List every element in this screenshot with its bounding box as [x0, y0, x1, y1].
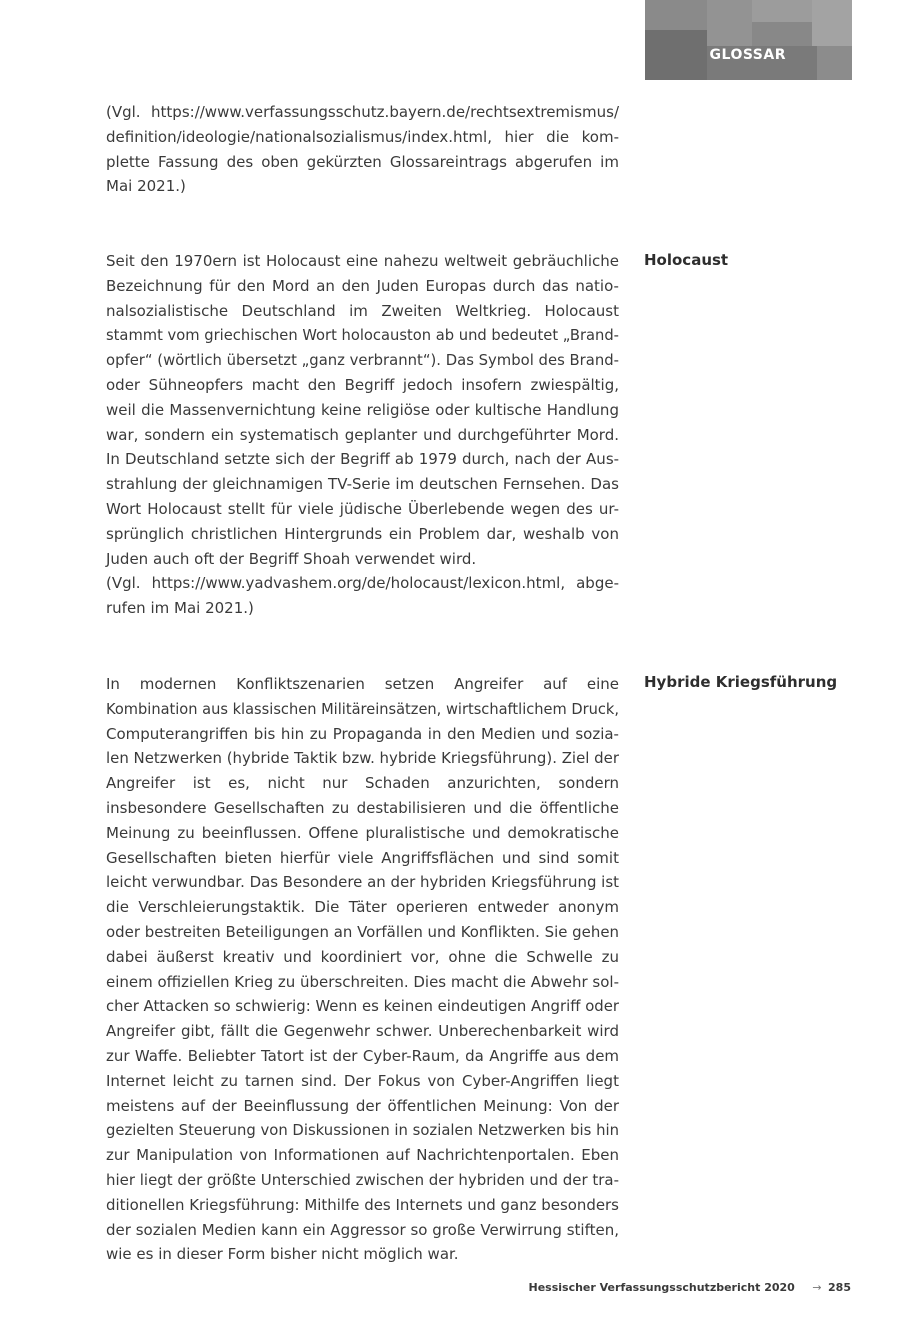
text-line: oder Sühneopfers macht den Begriff jedoch insofern zwiespältig,: [106, 375, 620, 394]
text-line: stammt vom griechischen Wort holocauston ab und bedeutet „Brand-: [106, 326, 619, 345]
text-line: (Vgl. https://www.yadvashem.org/de/holocaust/lexicon.html, abge-: [106, 574, 619, 593]
holocaust-definition: [106, 249, 619, 621]
text-line: weil die Massenvernichtung keine religiöse oder kultische Handlung: [106, 400, 619, 419]
text-line: wie es in dieser Form bisher nicht möglich war.: [106, 1245, 459, 1264]
text-line: leicht verwundbar. Das Besondere an der hybriden Kriegsführung ist: [106, 873, 619, 892]
text-line: Seit den 1970ern ist Holocaust eine nahezu weltweit gebräuchliche: [106, 252, 619, 270]
decor-tile: [817, 46, 852, 80]
text-line: war, sondern ein systematisch geplanter und durchgeführter Mord.: [106, 425, 620, 444]
glossary-term-holocaust: Holocaust: [644, 251, 729, 269]
decor-tile: [707, 0, 752, 46]
text-line: einem offiziellen Krieg zu überschreiten. Dies macht die Abwehr sol-: [106, 972, 619, 991]
text-line: (Vgl. https://www.verfassungsschutz.bayern.de/rechtsextremismus/: [106, 103, 620, 121]
text-line: Bezeichnung für den Mord an den Juden Europas durch das natio-: [106, 276, 619, 295]
decor-tile: [645, 30, 707, 80]
section-label: GLOSSAR: [709, 47, 786, 63]
text-line: Meinung zu beeinflussen. Offene pluralistische und demokratische: [106, 823, 619, 842]
hybride-kriegsfuehrung-definition: [106, 672, 619, 1267]
text-line: Mai 2021.): [106, 177, 186, 196]
decor-tile: [645, 0, 707, 30]
text-line: rufen im Mai 2021.): [106, 599, 254, 618]
text-line: insbesondere Gesellschaften zu destabilisieren und die öffentliche: [106, 798, 619, 817]
text-line: Angreifer gibt, fällt die Gegenwehr schwer. Unberechenbarkeit wird: [106, 1022, 619, 1041]
text-line: ditionellen Kriegsführung: Mithilfe des Internets und ganz besonders: [106, 1195, 619, 1214]
page-number: 285: [828, 1281, 851, 1294]
text-line: hier liegt der größte Unterschied zwischen der hybriden und der tra-: [106, 1170, 619, 1189]
text-line: definition/ideologie/nationalsozialismus/index.html, hier die kom-: [106, 127, 620, 146]
text-line: Wort Holocaust stellt für viele jüdische Überlebende wegen des ur-: [106, 499, 619, 518]
text-line: opfer“ (wörtlich übersetzt „ganz verbrannt“). Das Symbol des Brand-: [106, 351, 620, 370]
text-line: cher Attacken so schwierig: Wenn es keinen eindeutigen Angriff oder: [106, 997, 619, 1016]
text-line: sprünglich christlichen Hintergrunds ein Problem dar, weshalb von: [106, 524, 619, 543]
text-line: oder bestreiten Beteiligungen an Vorfällen und Konflikten. Sie gehen: [106, 922, 619, 941]
text-line: zur Manipulation von Informationen auf Nachrichtenportalen. Eben: [106, 1146, 620, 1165]
text-line: Kombination aus klassischen Militäreinsätzen, wirtschaftlichem Druck,: [106, 699, 620, 718]
section-tab: [645, 0, 852, 80]
publication-title: Hessischer Verfassungsschutzbericht 2020: [528, 1281, 795, 1294]
text-line: len Netzwerken (hybride Taktik bzw. hybride Kriegsführung). Ziel der: [106, 749, 619, 768]
text-line: Internet leicht zu tarnen sind. Der Fokus von Cyber-Angriffen liegt: [106, 1071, 619, 1090]
text-line: Computerangriffen bis hin zu Propaganda in den Medien und sozia-: [106, 724, 619, 743]
page-footer: [529, 1281, 852, 1294]
text-line: dabei äußerst kreativ und koordiniert vor, ohne die Schwelle zu: [106, 947, 619, 966]
decor-tile: [812, 0, 852, 46]
intro-citation: [106, 100, 619, 199]
text-line: Angreifer ist es, nicht nur Schaden anzurichten, sondern: [106, 774, 619, 793]
text-line: In Deutschland setzte sich der Begriff ab 1979 durch, nach der Aus-: [106, 450, 620, 469]
text-line: die Verschleierungstaktik. Die Täter operieren entweder anonym: [106, 898, 619, 917]
text-line: gezielten Steuerung von Diskussionen in sozialen Netzwerken bis hin: [106, 1121, 619, 1140]
text-line: In modernen Konfliktszenarien setzen Angreifer auf eine: [106, 675, 620, 693]
text-line: strahlung der gleichnamigen TV-Serie im deutschen Fernsehen. Das: [106, 475, 619, 494]
text-line: nalsozialistische Deutschland im Zweiten Weltkrieg. Holocaust: [106, 301, 619, 320]
text-line: meistens auf der Beeinflussung der öffentlichen Meinung: Von der: [106, 1096, 619, 1115]
glossary-term-hybride-kriegsfuehrung: Hybride Kriegsführung: [644, 673, 838, 691]
text-line: Gesellschaften bieten hierfür viele Angriffsflächen und sind somit: [106, 848, 619, 867]
text-line: der sozialen Medien kann ein Aggressor so große Verwirrung stiften,: [106, 1220, 619, 1239]
text-line: zur Waffe. Beliebter Tatort ist der Cyber-Raum, da Angriffe aus dem: [106, 1046, 620, 1065]
arrow-right-icon: →: [812, 1281, 822, 1294]
text-line: plette Fassung des oben gekürzten Glossareintrags abgerufen im: [106, 152, 619, 171]
decor-tile: [752, 22, 812, 46]
decor-tile: [752, 0, 812, 22]
text-line: Juden auch oft der Begriff Shoah verwendet wird.: [106, 549, 477, 568]
